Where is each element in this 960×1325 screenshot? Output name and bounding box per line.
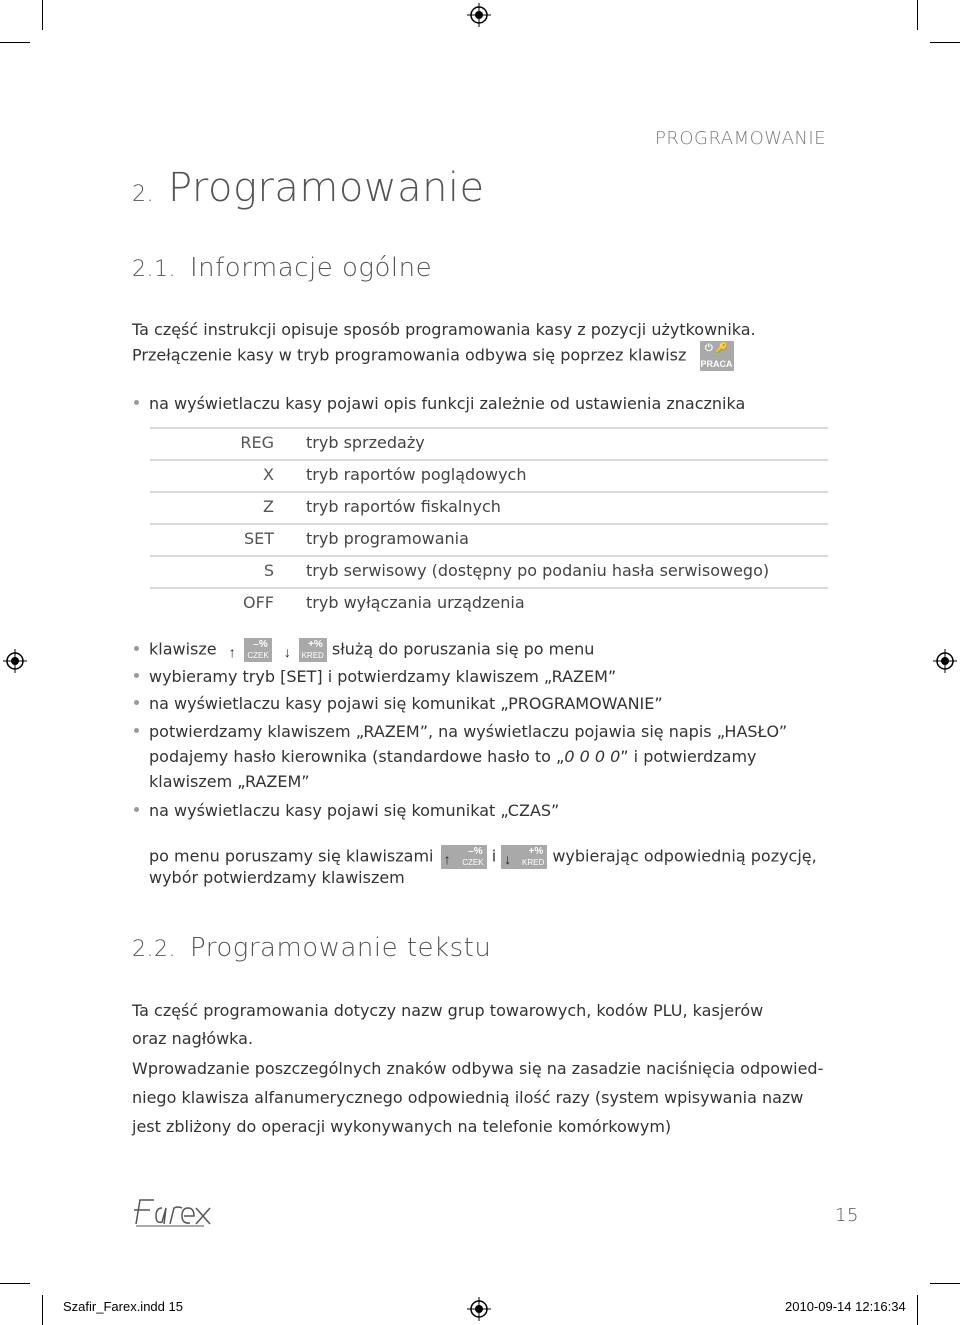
registration-mark-icon (467, 3, 491, 27)
arrow-down-icon: ↓ (504, 851, 512, 867)
mode-code: Z (263, 497, 274, 516)
registration-mark-icon (3, 649, 27, 673)
key-bottom-label: CZEK (247, 651, 269, 660)
subsection-title: Informacje ogólne (189, 253, 433, 283)
section-number: 2. (132, 182, 154, 207)
mode-desc: tryb sprzedaży (306, 433, 425, 452)
crop-mark (0, 42, 30, 43)
key-top-label: –% (468, 846, 483, 857)
arrow-up-icon: ↑ (228, 644, 236, 660)
down-kred-key (281, 638, 327, 662)
subsection-title: Programowanie tekstu (189, 933, 492, 963)
step-keys (134, 638, 594, 662)
crop-mark (930, 1283, 960, 1284)
intro-line-2 (132, 341, 734, 371)
step-set (134, 666, 616, 688)
registration-mark-icon (467, 1297, 491, 1321)
footer-datetime: 2010-09-14 12:16:34 (785, 1299, 906, 1314)
page-number: 15 (835, 1205, 859, 1226)
mode-desc: tryb raportów poglądowych (306, 465, 527, 484)
crop-mark (0, 1283, 30, 1284)
paragraph-line: Wprowadzanie poszczególnych znaków odbywa się na zasadzie naciśnięcia odpowied- (132, 1059, 824, 1078)
crop-mark (917, 0, 918, 30)
bullet-icon (134, 646, 139, 651)
bullet-icon (134, 807, 139, 812)
mode-row (150, 523, 828, 555)
running-header: PROGRAMOWANIE (655, 128, 827, 149)
crop-mark (917, 1295, 918, 1325)
power-key-icon: ⏻ 🔑 (704, 343, 729, 354)
mode-code: REG (240, 433, 274, 452)
crop-mark (930, 42, 960, 43)
step-text: służą do poruszania się po menu (331, 639, 595, 659)
step-text: klawiszem „RAZEM” (149, 772, 310, 791)
step-password (149, 746, 757, 768)
menu-nav-text: po menu poruszamy się klawiszami (149, 846, 434, 866)
key-bottom-label: KRED (301, 651, 324, 660)
arrow-up-icon: ↑ (443, 851, 451, 867)
farex-logo (132, 1196, 212, 1228)
bullet-text: na wyświetlaczu kasy pojawi opis funkcji zależnie od ustawienia znacznika (149, 394, 746, 413)
menu-nav-line-2: wybór potwierdzamy klawiszem (149, 868, 405, 887)
mode-row (150, 459, 828, 491)
menu-nav-text: i (491, 846, 497, 866)
step-text: na wyświetlaczu kasy pojawi się komunikat „CZAS” (149, 801, 560, 820)
praca-key-label: PRACA (700, 359, 733, 369)
paragraph-line: niego klawisza alfanumerycznego odpowiednią ilość razy (system wpisywania nazw (132, 1088, 804, 1107)
bullet-icon (134, 400, 139, 405)
arrow-down-icon: ↓ (283, 644, 291, 660)
key-bottom-label: CZEK (462, 858, 484, 867)
mode-code: S (263, 561, 274, 580)
key-top-label: +% (308, 639, 323, 650)
default-password: 0 0 0 0 (564, 747, 621, 766)
key-bottom-label: KRED (522, 858, 545, 867)
bullet-display-info (134, 393, 745, 415)
step-czas (134, 800, 559, 822)
step-haslo (134, 721, 787, 743)
intro-line-2-text: Przełączenie kasy w tryb programowania odbywa się poprzez klawisz (132, 345, 687, 365)
mode-code: SET (243, 529, 274, 548)
mode-row (150, 587, 828, 619)
mode-desc: tryb programowania (306, 529, 469, 548)
up-czek-key (226, 638, 272, 662)
menu-nav-line-1 (149, 845, 817, 869)
text-prog-para-1 (132, 997, 763, 1053)
mode-code: X (263, 465, 274, 484)
mode-desc: tryb raportów fiskalnych (306, 497, 501, 516)
down-kred-key (501, 845, 547, 869)
intro-line-1: Ta część instrukcji opisuje sposób programowania kasy z pozycji użytkownika. (132, 320, 756, 339)
mode-row (150, 555, 828, 587)
praca-key (700, 341, 734, 371)
footer-filename: Szafir_Farex.indd 15 (63, 1299, 183, 1314)
mode-row (150, 427, 828, 459)
subsection-heading (132, 933, 491, 963)
paragraph-line: Ta część programowania dotyczy nazw grup towarowych, kodów PLU, kasjerów (132, 1001, 764, 1020)
mode-desc: tryb wyłączania urządzenia (306, 593, 525, 612)
step-text: na wyświetlaczu kasy pojawi się komunikat „PROGRAMOWANIE” (149, 694, 663, 713)
step-text: potwierdzamy klawiszem „RAZEM”, na wyświetlaczu pojawia się napis „HASŁO” (149, 722, 788, 741)
mode-code: OFF (243, 593, 274, 612)
step-confirm (149, 771, 310, 793)
registration-mark-icon (933, 649, 957, 673)
paragraph-line: jest zbliżony do operacji wykonywanych na telefonie komórkowym) (132, 1117, 672, 1136)
step-text: klawisze (149, 639, 217, 659)
subsection-number: 2.2. (132, 937, 176, 962)
step-text: wybieramy tryb [SET] i potwierdzamy klawiszem „RAZEM” (149, 667, 617, 686)
mode-desc: tryb serwisowy (dostępny po podaniu hasła serwisowego) (306, 561, 770, 580)
bullet-icon (134, 673, 139, 678)
crop-mark (42, 1295, 43, 1325)
step-text: podajemy hasło kierownika (standardowe hasło to „ (149, 747, 565, 766)
crop-mark (42, 0, 43, 30)
modes-table (150, 427, 828, 619)
subsection-heading (132, 253, 432, 283)
bullet-icon (134, 700, 139, 705)
step-text: ” i potwierdzamy (620, 747, 757, 766)
section-title: Programowanie (168, 165, 485, 211)
step-programowanie (134, 693, 663, 715)
paragraph-line: oraz nagłówka. (132, 1029, 254, 1048)
section-heading (132, 165, 485, 211)
menu-nav-text: wybierając odpowiednią pozycję, (552, 846, 817, 866)
text-prog-para-2 (132, 1054, 823, 1141)
bullet-icon (134, 728, 139, 733)
subsection-number: 2.1. (132, 257, 176, 282)
up-czek-key (441, 845, 487, 869)
mode-row (150, 491, 828, 523)
key-top-label: +% (528, 846, 544, 857)
key-top-label: –% (253, 639, 268, 650)
